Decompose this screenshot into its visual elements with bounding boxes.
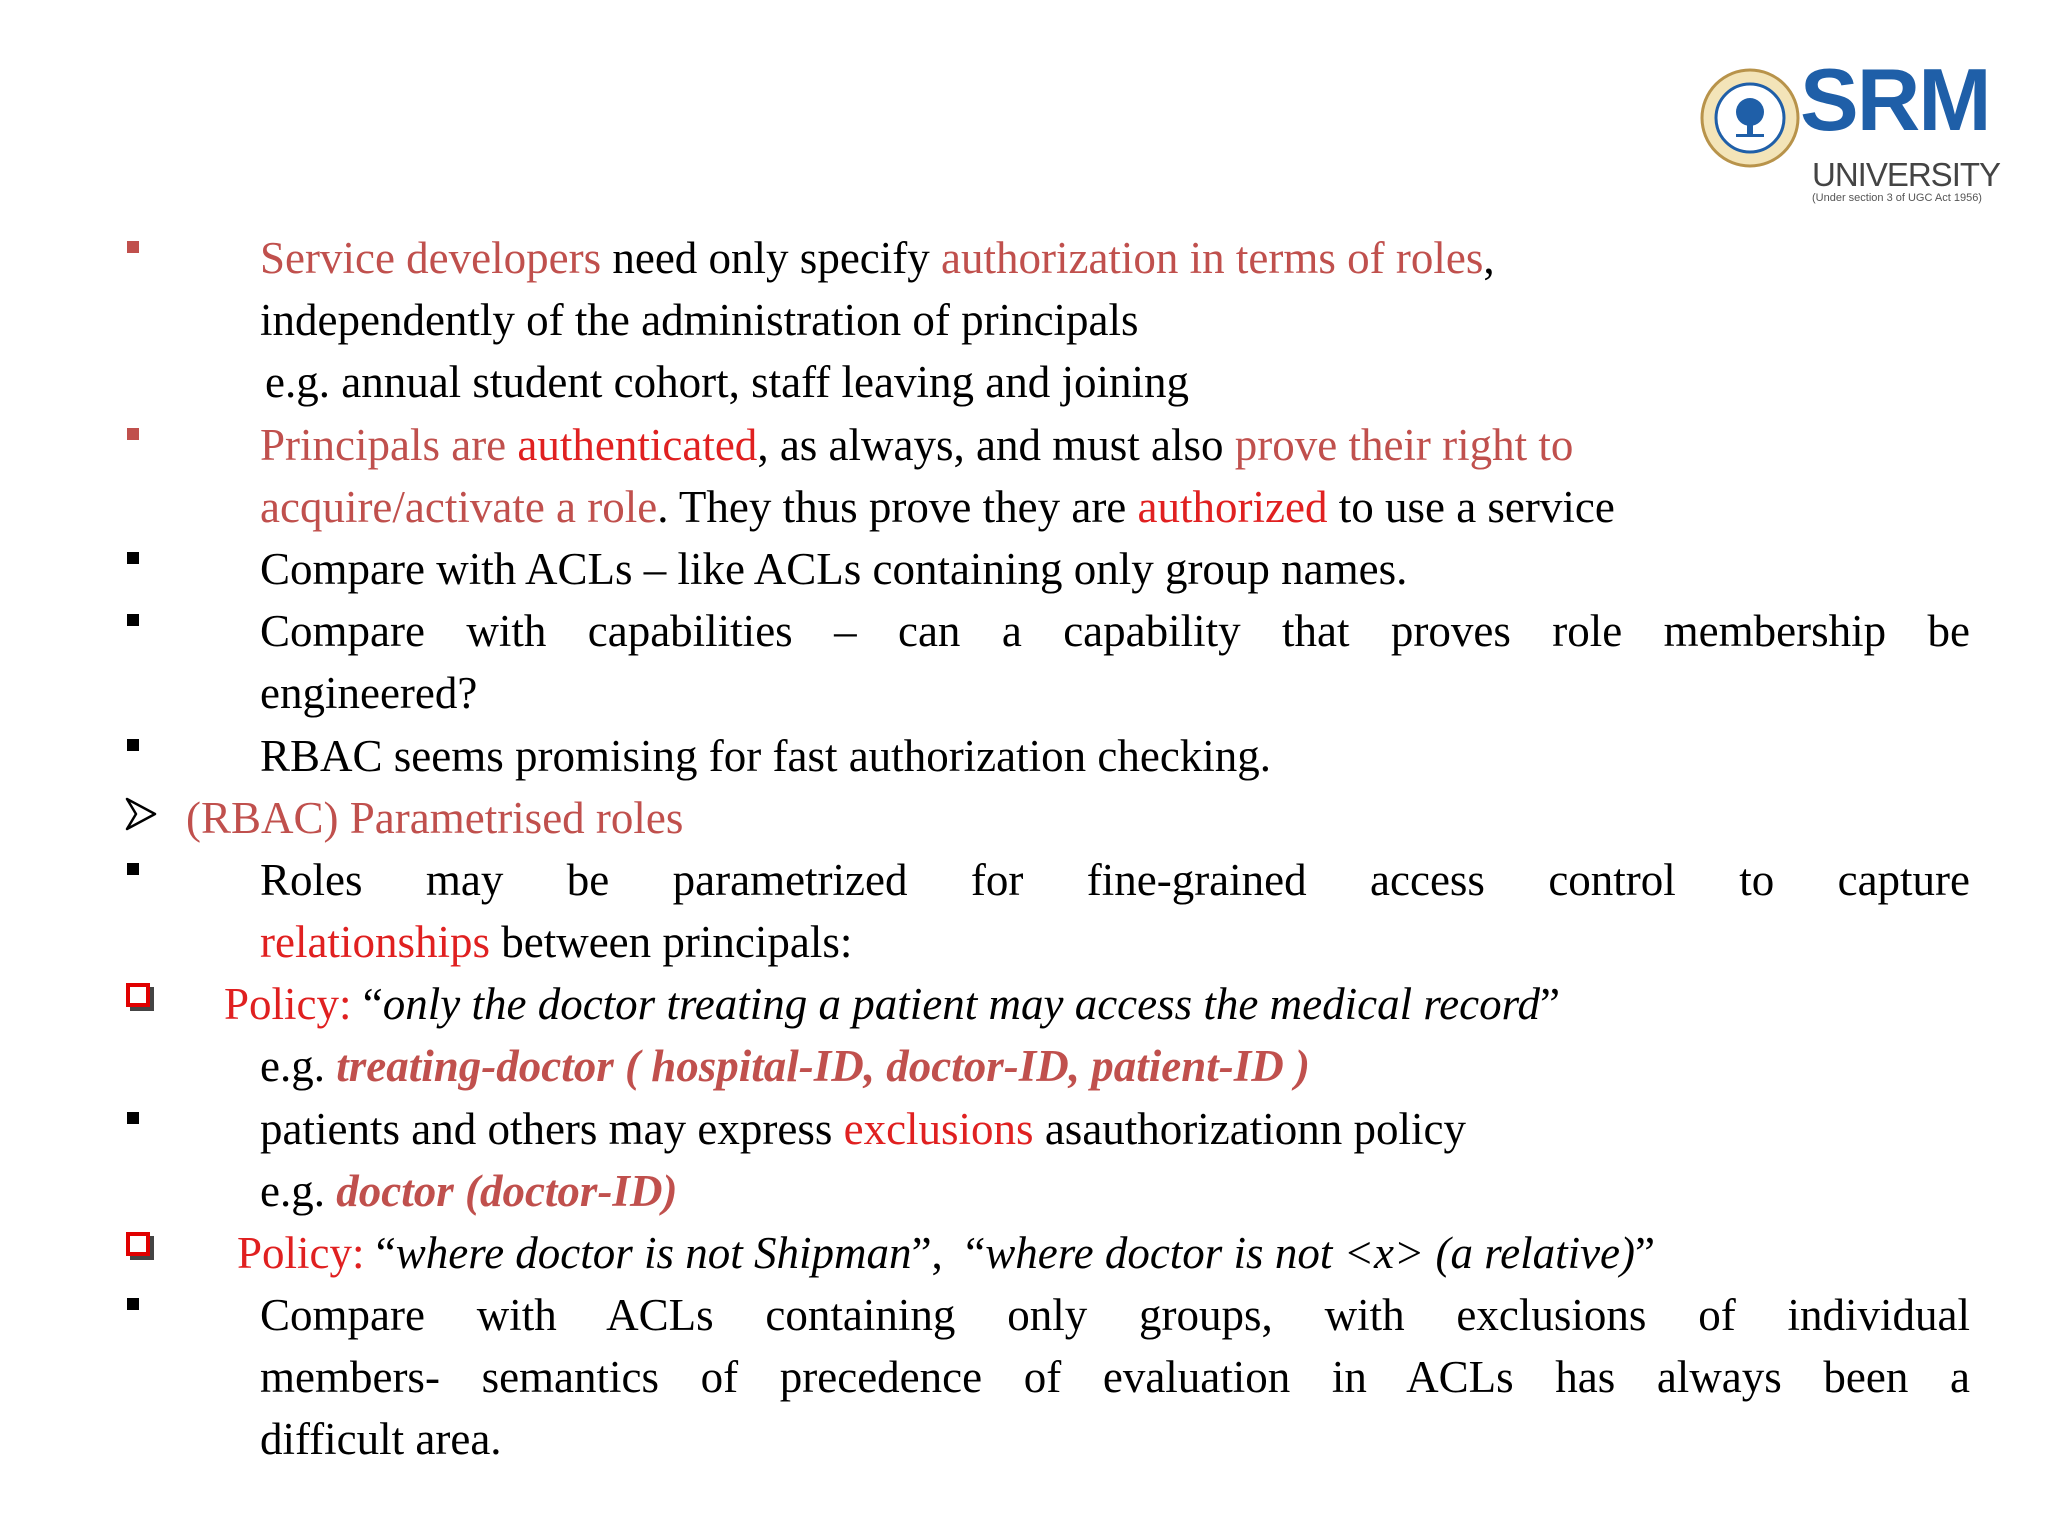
highlight: relationships <box>260 917 490 967</box>
text-line: independently of the administration of principals <box>260 295 1139 345</box>
bullet-square-red <box>127 428 139 440</box>
university-seal-icon <box>1700 68 1800 168</box>
text-run: “ <box>364 1228 396 1278</box>
bullet-square <box>127 863 139 875</box>
text-line <box>260 1101 1466 1157</box>
text-line: engineered? <box>260 668 478 718</box>
policy-line <box>237 1225 1655 1281</box>
example-line <box>260 1163 677 1219</box>
checkbox-bullet-icon <box>126 1232 150 1256</box>
policy-quote: where doctor is not Shipman <box>395 1228 912 1278</box>
text-line: Compare with ACLs containing only groups, with exclusions of individual <box>260 1290 1970 1340</box>
example-code: doctor (doctor-ID) <box>336 1166 678 1216</box>
text-line: Roles may be parametrized for fine-grained access control to capture <box>260 855 1970 905</box>
bullet-square <box>127 739 139 751</box>
text-line <box>260 417 1573 473</box>
text-line: members- semantics of precedence of evaluation in ACLs has always been a <box>260 1352 1970 1402</box>
highlight: acquire/activate a role <box>260 482 658 532</box>
highlight: authorization in terms of roles <box>941 233 1484 283</box>
checkbox-bullet-icon <box>126 983 150 1007</box>
text-run: between principals: <box>489 917 853 967</box>
text-run: , as always, and must also <box>757 420 1235 470</box>
highlight: exclusions <box>843 1104 1034 1154</box>
text-run: patients and others may express <box>260 1104 844 1154</box>
bullet-square-red <box>127 241 139 253</box>
arrow-bullet-icon <box>125 797 157 831</box>
text-run: ”, “ <box>911 1228 986 1278</box>
policy-quote: only the doctor treating a patient may access the medical record <box>382 979 1540 1029</box>
text-line: RBAC seems promising for fast authorization checking. <box>260 731 1272 781</box>
highlight: authorized <box>1137 482 1328 532</box>
text-run: e.g. <box>260 1166 337 1216</box>
highlight: Service developers <box>260 233 602 283</box>
example-line <box>260 1038 1310 1094</box>
section-heading: (RBAC) Parametrised roles <box>186 793 684 843</box>
bullet-square <box>127 1112 139 1124</box>
text-line: Compare with ACLs – like ACLs containing only group names. <box>260 544 1408 594</box>
highlight: authenticated <box>517 420 758 470</box>
text-line <box>260 479 1615 535</box>
text-run: need only specify <box>601 233 942 283</box>
policy-label: Policy: <box>224 979 352 1029</box>
policy-label: Policy: <box>237 1228 365 1278</box>
text-line <box>260 230 1495 286</box>
text-run: , <box>1483 233 1495 283</box>
text-run: “ <box>351 979 383 1029</box>
text-run: ” <box>1635 1228 1656 1278</box>
text-run: e.g. <box>260 1041 337 1091</box>
logo-ugc-note: (Under section 3 of UGC Act 1956) <box>1812 192 1982 204</box>
text-run: ” <box>1539 979 1560 1029</box>
text-run: . They thus prove they are <box>657 482 1138 532</box>
text-line: difficult area. <box>260 1414 502 1464</box>
bullet-square <box>127 552 139 564</box>
srm-university-logo <box>1700 50 2020 210</box>
example-code: treating-doctor ( hospital-ID, doctor-ID, patient-ID ) <box>336 1041 1310 1091</box>
text-line <box>260 914 852 970</box>
example-line: e.g. annual student cohort, staff leaving and joining <box>265 357 1189 407</box>
policy-quote: where doctor is not <x> (a relative) <box>985 1228 1636 1278</box>
highlight: Principals are <box>260 420 518 470</box>
text-run: asauthorizationn policy <box>1033 1104 1466 1154</box>
highlight: prove their right to <box>1234 420 1574 470</box>
policy-line <box>224 976 1560 1032</box>
logo-srm-text: SRM <box>1800 50 1990 149</box>
text-run: to use a service <box>1327 482 1615 532</box>
bullet-square <box>127 614 139 626</box>
logo-university-text: UNIVERSITY <box>1812 156 2001 193</box>
text-line: Compare with capabilities – can a capability that proves role membership be <box>260 606 1970 656</box>
bullet-square <box>127 1298 139 1310</box>
